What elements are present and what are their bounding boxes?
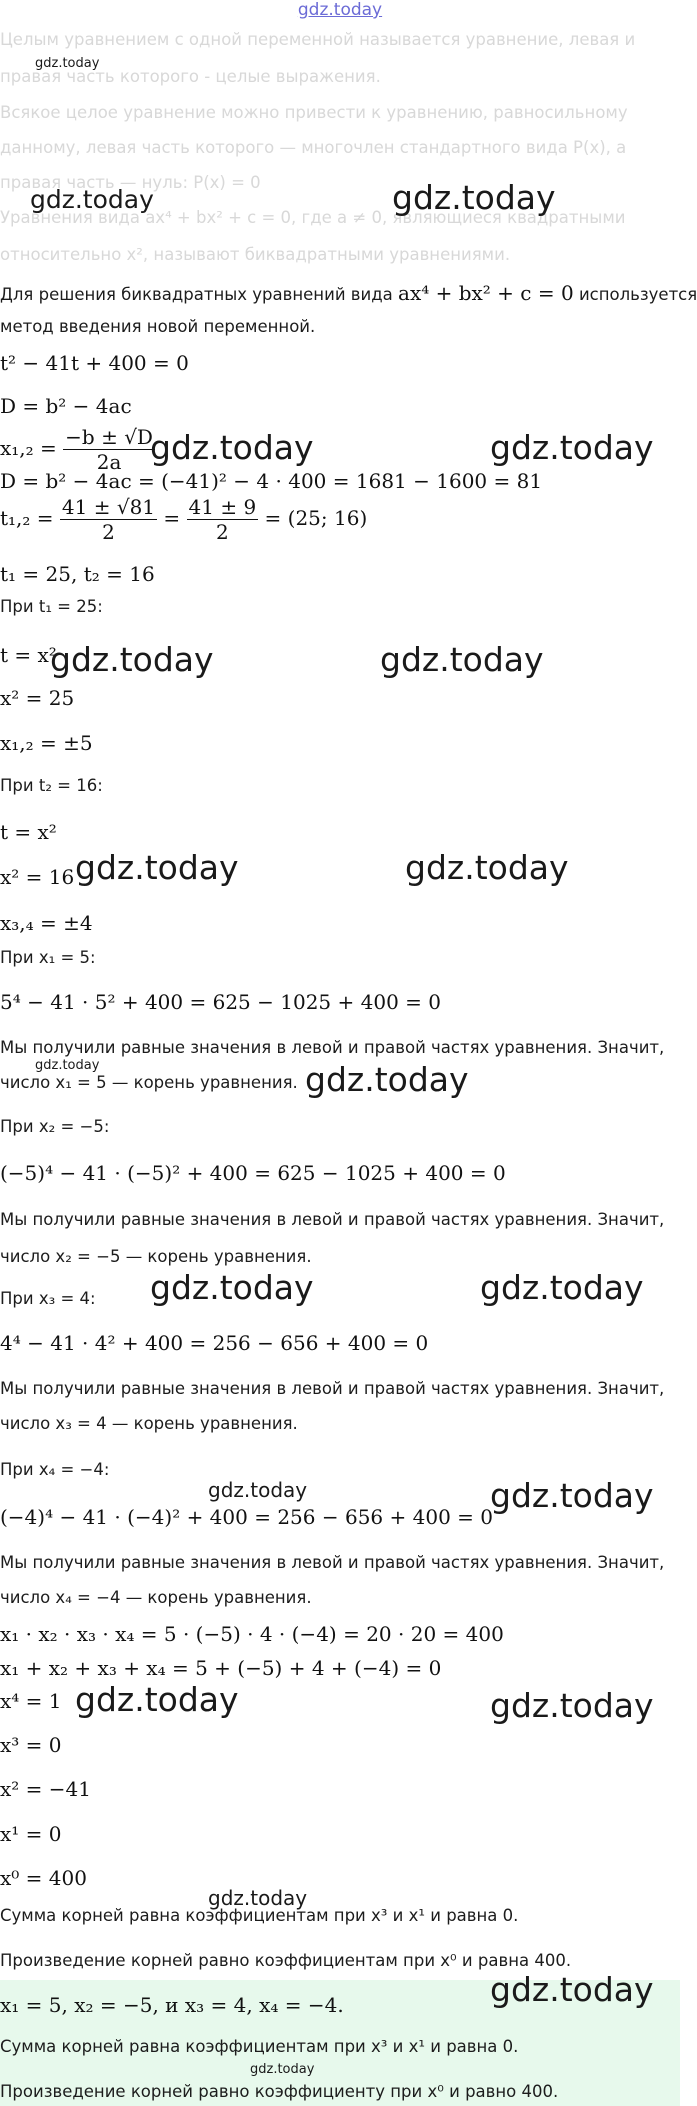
roots-lhs: x₁,₂ = xyxy=(0,436,57,460)
watermark: gdz.today xyxy=(490,1476,654,1515)
intro-line-1: Целым уравнением с одной переменной называется уравнение, левая и xyxy=(0,30,636,49)
case2-line-3: x₃,₄ = ±4 xyxy=(0,911,93,935)
watermark: gdz.today xyxy=(490,1686,654,1725)
check4-formula: (−4)⁴ − 41 · (−4)² + 400 = 256 − 656 + 400 = 0 xyxy=(0,1505,493,1529)
check2-text-1: Мы получили равные значения в левой и правой частях уравнения. Значит, xyxy=(0,1210,665,1229)
t-roots-num-2: 41 ± 9 xyxy=(188,495,257,519)
case2-label: При t₂ = 16: xyxy=(0,776,103,795)
watermark: gdz.today xyxy=(75,848,239,887)
case1-label: При t₁ = 25: xyxy=(0,597,103,616)
check1-text-1: Мы получили равные значения в левой и правой частях уравнения. Значит, xyxy=(0,1038,665,1057)
roots-fraction xyxy=(63,425,155,474)
biquadratic-formula: ax⁴ + bx² + c = 0 xyxy=(398,281,574,305)
intro-line-4: данному, левая часть которого — многочлен стандартного вида P(x), а xyxy=(0,138,627,157)
intro-line-7: относительно x², называют биквадратными уравнениями. xyxy=(0,245,511,264)
method-text: Для решения биквадратных уравнений вида xyxy=(0,285,393,304)
case1-line-1: t = x² xyxy=(0,643,57,667)
check4-label: При x₄ = −4: xyxy=(0,1460,110,1479)
watermark: gdz.today xyxy=(75,1680,239,1719)
case2-line-1: t = x² xyxy=(0,820,57,844)
watermark: gdz.today xyxy=(150,428,314,467)
check2-label: При x₂ = −5: xyxy=(0,1117,110,1136)
watermark: gdz.today xyxy=(50,640,214,679)
t-roots-den-1: 2 xyxy=(102,520,115,544)
watermark: gdz.today xyxy=(35,56,100,71)
roots-numerator: −b ± √D xyxy=(65,425,153,449)
answer-roots: x₁ = 5, x₂ = −5, и x₃ = 4, x₄ = −4. xyxy=(0,1993,344,2017)
vieta-sum-note: Сумма корней равна коэффициентам при x³ и x¹ и равна 0. xyxy=(0,1906,519,1925)
watermark: gdz.today xyxy=(208,1886,308,1910)
t-roots-lhs: t₁,₂ = xyxy=(0,506,54,530)
quadratic-equation: t² − 41t + 400 = 0 xyxy=(0,351,189,375)
t-values: t₁ = 25, t₂ = 16 xyxy=(0,562,155,586)
watermark: gdz.today xyxy=(490,1970,654,2009)
check1-text-2: число x₁ = 5 — корень уравнения. xyxy=(0,1073,298,1092)
watermark: gdz.today xyxy=(30,185,154,214)
check4-text-2: число x₄ = −4 — корень уравнения. xyxy=(0,1588,312,1607)
watermark: gdz.today xyxy=(380,640,544,679)
answer-sum-note: Сумма корней равна коэффициентам при x³ и x¹ и равна 0. xyxy=(0,2037,519,2056)
t-roots-num-1: 41 ± √81 xyxy=(61,495,156,519)
case2-line-2: x² = 16 xyxy=(0,865,75,889)
site-logo[interactable]: gdz.today xyxy=(297,0,383,20)
watermark: gdz.today xyxy=(490,428,654,467)
t-roots-fraction-2 xyxy=(187,495,259,544)
check3-text-1: Мы получили равные значения в левой и правой частях уравнения. Значит, xyxy=(0,1379,665,1398)
roots-denominator: 2a xyxy=(96,450,122,474)
intro-line-3: Всякое целое уравнение можно привести к уравнению, равносильному xyxy=(0,103,628,122)
watermark: gdz.today xyxy=(250,2062,315,2077)
method-line-2: метод введения новой переменной. xyxy=(0,317,316,336)
vieta-sum: x₁ + x₂ + x₃ + x₄ = 5 + (−5) + 4 + (−4) = 0 xyxy=(0,1656,442,1680)
check3-formula: 4⁴ − 41 · 4² + 400 = 256 − 656 + 400 = 0 xyxy=(0,1331,429,1355)
t-roots-den-2: 2 xyxy=(215,520,229,544)
intro-line-6: Уравнения вида ax⁴ + bx² + c = 0, где a ≠ 0, являющиеся квадратными xyxy=(0,208,626,227)
t-roots-formula: t₁,₂ = $\frac{41 \pm √81}{2}$ = $\frac{41 \pm 9}{2}$ = (25; 16) xyxy=(0,495,368,544)
coef-x4: x⁴ = 1 xyxy=(0,1689,62,1713)
watermark: gdz.today xyxy=(405,848,569,887)
watermark: gdz.today xyxy=(392,178,556,217)
case1-line-2: x² = 25 xyxy=(0,686,75,710)
check4-text-1: Мы получили равные значения в левой и правой частях уравнения. Значит, xyxy=(0,1553,665,1572)
coef-x2: x² = −41 xyxy=(0,1777,91,1801)
discriminant-value: D = b² − 4ac = (−41)² − 4 · 400 = 1681 − 1600 = 81 xyxy=(0,469,543,493)
watermark: gdz.today xyxy=(305,1060,469,1099)
t-roots-fraction-1 xyxy=(60,495,157,544)
check3-text-2: число x₃ = 4 — корень уравнения. xyxy=(0,1414,298,1433)
watermark: gdz.today xyxy=(208,1478,308,1502)
watermark: gdz.today xyxy=(150,1268,314,1307)
method-tail: используется xyxy=(578,285,697,304)
coef-x0: x⁰ = 400 xyxy=(0,1866,87,1890)
answer-prod-note: Произведение корней равно коэффициенту при x⁰ и равно 400. xyxy=(0,2082,559,2101)
vieta-product: x₁ · x₂ · x₃ · x₄ = 5 · (−5) · 4 · (−4) = 20 · 20 = 400 xyxy=(0,1622,504,1646)
check1-label: При x₁ = 5: xyxy=(0,948,96,967)
coef-x1: x¹ = 0 xyxy=(0,1822,62,1846)
method-line-1 xyxy=(0,281,697,305)
watermark: gdz.today xyxy=(480,1268,644,1307)
check2-text-2: число x₂ = −5 — корень уравнения. xyxy=(0,1247,312,1266)
vieta-prod-note: Произведение корней равно коэффициентам при x⁰ и равна 400. xyxy=(0,1951,572,1970)
check2-formula: (−5)⁴ − 41 · (−5)² + 400 = 625 − 1025 + 400 = 0 xyxy=(0,1161,506,1185)
watermark: gdz.today xyxy=(35,1058,100,1073)
intro-line-2: правая часть которого - целые выражения. xyxy=(0,67,381,86)
case1-line-3: x₁,₂ = ±5 xyxy=(0,731,93,755)
intro-line-5: правая часть — нуль: P(x) = 0 xyxy=(0,173,261,192)
check3-label: При x₃ = 4: xyxy=(0,1289,96,1308)
check1-formula: 5⁴ − 41 · 5² + 400 = 625 − 1025 + 400 = 0 xyxy=(0,990,441,1014)
discriminant-formula: D = b² − 4ac xyxy=(0,394,132,418)
t-roots-tail: = (25; 16) xyxy=(264,506,368,530)
coef-x3: x³ = 0 xyxy=(0,1733,62,1757)
